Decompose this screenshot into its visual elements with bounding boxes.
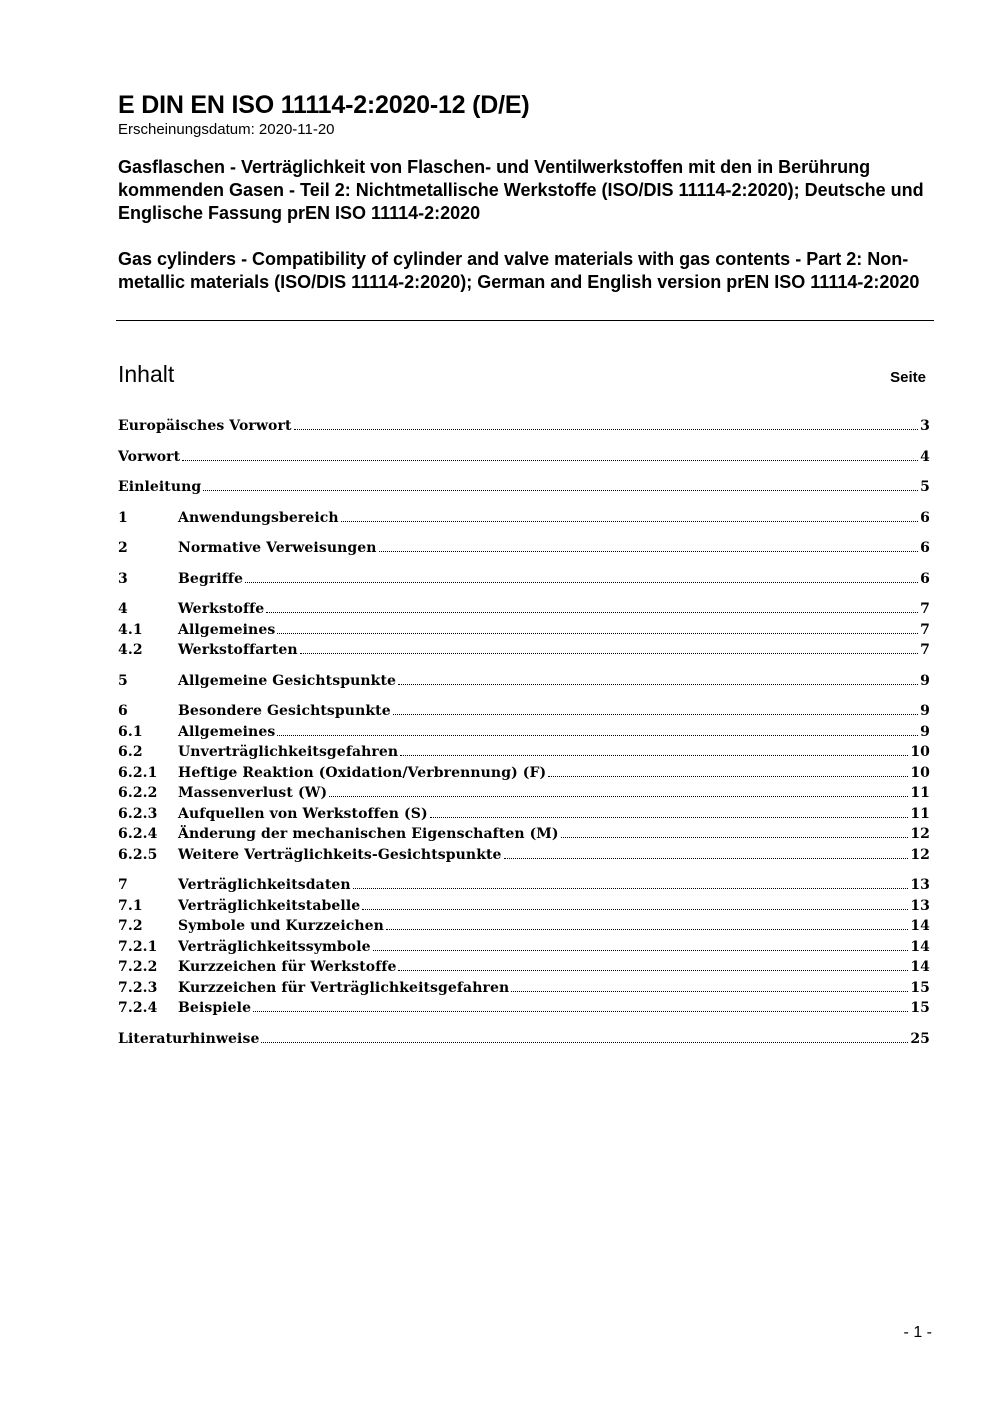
toc-entry[interactable] [118, 540, 930, 561]
toc-entry[interactable] [118, 847, 930, 868]
toc-entry-page: 6 [920, 509, 930, 526]
toc-entry-title: Europäisches Vorwort [118, 418, 292, 434]
toc-dot-leader [245, 582, 918, 583]
toc-dot-leader [561, 837, 909, 838]
toc-dot-leader [182, 460, 918, 461]
toc-dot-leader [277, 633, 918, 634]
toc-entry-page: 3 [920, 418, 930, 434]
toc-entry-title: Werkstoffarten [178, 642, 298, 658]
toc-group-gap [118, 469, 930, 479]
toc-entry-title: Einleitung [118, 479, 202, 495]
toc-entry-page: 11 [910, 785, 930, 801]
toc-entry[interactable] [118, 510, 930, 531]
toc-entry-page: 6 [920, 540, 930, 556]
toc-entry[interactable] [118, 898, 930, 919]
toc-entry-title: Verträglichkeitstabelle [178, 897, 361, 914]
toc-dot-leader [379, 551, 919, 552]
toc-heading: Inhalt [118, 361, 175, 387]
toc-entry-title: Allgemeine Gesichtspunkte [178, 672, 397, 689]
toc-entry-number: 6.2.4 [118, 826, 158, 842]
toc-entry-number: 7 [118, 877, 128, 893]
toc-entry-title: Heftige Reaktion (Oxidation/Verbrennung) (F) [178, 764, 547, 781]
toc-group-gap [118, 693, 930, 703]
toc-entry-number: 6.2 [118, 744, 143, 760]
toc-entry-title: Anwendungsbereich [178, 509, 339, 526]
toc-entry-page: 13 [910, 897, 930, 914]
toc-page-heading: Seite [890, 369, 926, 386]
toc-entry-title: Werkstoffe [178, 601, 265, 617]
toc-dot-leader [300, 653, 918, 654]
toc-entry-page: 9 [920, 723, 930, 740]
toc-entry[interactable] [118, 703, 930, 724]
toc-entry[interactable] [118, 744, 930, 765]
toc-dot-leader [398, 970, 908, 971]
toc-entry-number: 7.2 [118, 918, 143, 934]
toc-entry-title: Aufquellen von Werkstoffen (S) [178, 805, 428, 822]
toc-dot-leader [329, 796, 908, 797]
toc-entry[interactable] [118, 918, 930, 939]
toc-entry-page: 7 [920, 642, 930, 658]
toc-entry-number: 4.1 [118, 621, 143, 638]
toc-entry-page: 14 [910, 938, 930, 955]
toc-entry-page: 4 [920, 448, 930, 465]
toc-entry[interactable] [118, 785, 930, 806]
toc-entry-page: 11 [910, 805, 930, 822]
toc-entry-title: Allgemeines [178, 723, 276, 740]
toc-entry-number: 4.2 [118, 642, 143, 658]
toc-entry-page: 12 [910, 826, 930, 842]
toc-entry[interactable] [118, 826, 930, 847]
toc-entry-page: 13 [910, 877, 930, 893]
toc-entry-page: 7 [920, 601, 930, 617]
document-header [118, 90, 934, 294]
toc-dot-leader [504, 858, 909, 859]
toc-entry-page: 5 [920, 479, 930, 495]
toc-dot-leader [373, 950, 909, 951]
toc-entry[interactable] [118, 418, 930, 439]
toc-entry-number: 2 [118, 540, 128, 556]
page-number: - 1 - [903, 1324, 932, 1341]
toc-entry-title: Änderung der mechanischen Eigenschaften (M) [178, 826, 559, 842]
toc-entry-page: 6 [920, 570, 930, 587]
toc-entry-number: 6.2.1 [118, 764, 158, 781]
toc-entry-title: Verträglichkeitssymbole [178, 938, 371, 955]
toc-entry[interactable] [118, 980, 930, 1001]
toc-dot-leader [353, 888, 909, 889]
toc-entry-title: Symbole und Kurzzeichen [178, 918, 384, 934]
toc-entry[interactable] [118, 1031, 930, 1052]
toc-entry[interactable] [118, 959, 930, 980]
toc-header [118, 360, 926, 388]
toc-entry-title: Kurzzeichen für Werkstoffe [178, 959, 397, 975]
toc-dot-leader [430, 817, 909, 818]
toc-dot-leader [386, 929, 908, 930]
toc-dot-leader [266, 612, 918, 613]
toc-entry-number: 7.2.4 [118, 1000, 158, 1016]
toc-entry-page: 9 [920, 703, 930, 719]
toc-entry-page: 15 [910, 1000, 930, 1016]
toc-entry-page: 12 [910, 846, 930, 863]
toc-entry-page: 10 [910, 764, 930, 781]
toc-entry-title: Massenverlust (W) [178, 785, 328, 801]
toc-entry[interactable] [118, 939, 930, 960]
toc-entry-page: 14 [910, 918, 930, 934]
toc-entry-title: Literaturhinweise [118, 1030, 260, 1047]
toc-entry-page: 15 [910, 979, 930, 996]
publication-date: Erscheinungsdatum: 2020-11-20 [118, 121, 335, 138]
toc-group-gap [118, 500, 930, 510]
toc-entry-page: 10 [910, 744, 930, 760]
toc-dot-leader [261, 1042, 908, 1043]
toc-entry-title: Verträglichkeitsdaten [178, 877, 351, 893]
toc-entry[interactable] [118, 571, 930, 592]
toc-group-gap [118, 530, 930, 540]
title-english: Gas cylinders - Compatibility of cylinder and valve materials with gas contents - Part 2: Non-metallic materials (ISO/DIS 11114-2:2020); German and English version prEN ISO 11114-2:2020 [118, 249, 920, 292]
toc-entry-number: 7.1 [118, 897, 143, 914]
toc-entry[interactable] [118, 622, 930, 643]
toc-dot-leader [362, 909, 908, 910]
toc-dot-leader [294, 429, 919, 430]
toc-dot-leader [398, 684, 918, 685]
toc-entry[interactable] [118, 765, 930, 786]
toc-dot-leader [253, 1011, 908, 1012]
toc-entry-page: 7 [920, 621, 930, 638]
toc-dot-leader [277, 735, 918, 736]
toc-group-gap [118, 663, 930, 673]
toc-entry-title: Kurzzeichen für Verträglichkeitsgefahren [178, 979, 510, 996]
toc-entry[interactable] [118, 642, 930, 663]
toc-entry-number: 1 [118, 509, 128, 526]
toc-group-gap [118, 591, 930, 601]
toc-entry-title: Normative Verweisungen [178, 540, 377, 556]
toc-entry-title: Besondere Gesichtspunkte [178, 703, 391, 719]
title-german: Gasflaschen - Verträglichkeit von Flaschen- und Ventilwerkstoffen mit den in Berührung kommenden Gasen - Teil 2: Nichtmetallische Werkstoffe (ISO/DIS 11114-2:2020); Deutsche und Englische Fassung prEN ISO 11114-2:2020 [118, 157, 924, 223]
toc-entry-title: Unverträglichkeitsgefahren [178, 744, 399, 760]
toc-entry-number: 6.2.5 [118, 846, 158, 863]
toc-group-gap [118, 561, 930, 571]
toc-dot-leader [511, 991, 908, 992]
toc-entry[interactable] [118, 449, 930, 470]
toc-entry-number: 6.2.2 [118, 785, 158, 801]
toc-entry-number: 7.2.1 [118, 938, 158, 955]
toc-entry-number: 6.1 [118, 723, 143, 740]
toc-entry-title: Weitere Verträglichkeits-Gesichtspunkte [178, 846, 502, 863]
table-of-contents [118, 418, 930, 1051]
toc-entry[interactable] [118, 673, 930, 694]
toc-entry-title: Allgemeines [178, 621, 276, 638]
toc-group-gap [118, 867, 930, 877]
toc-entry[interactable] [118, 724, 930, 745]
toc-entry-title: Vorwort [118, 448, 181, 465]
toc-entry[interactable] [118, 877, 930, 898]
toc-entry-number: 3 [118, 570, 128, 587]
toc-dot-leader [400, 755, 908, 756]
toc-group-gap [118, 1021, 930, 1031]
document-title: E DIN EN ISO 11114-2:2020-12 (D/E) [118, 91, 530, 119]
toc-entry-number: 6 [118, 703, 128, 719]
toc-entry-page: 9 [920, 672, 930, 689]
toc-dot-leader [341, 521, 918, 522]
toc-entry[interactable] [118, 806, 930, 827]
toc-group-gap [118, 439, 930, 449]
toc-entry-number: 5 [118, 672, 128, 689]
toc-entry-number: 7.2.2 [118, 959, 158, 975]
toc-entry[interactable] [118, 601, 930, 622]
toc-dot-leader [548, 776, 908, 777]
toc-entry-number: 7.2.3 [118, 979, 158, 996]
toc-entry[interactable] [118, 1000, 930, 1021]
toc-entry-title: Begriffe [178, 570, 243, 587]
toc-entry-number: 4 [118, 601, 128, 617]
header-divider [116, 320, 934, 321]
toc-entry[interactable] [118, 479, 930, 500]
toc-dot-leader [203, 490, 918, 491]
toc-entry-title: Beispiele [178, 1000, 252, 1016]
toc-entry-page: 25 [910, 1030, 930, 1047]
toc-entry-number: 6.2.3 [118, 805, 158, 822]
toc-entry-page: 14 [910, 959, 930, 975]
toc-dot-leader [393, 714, 918, 715]
